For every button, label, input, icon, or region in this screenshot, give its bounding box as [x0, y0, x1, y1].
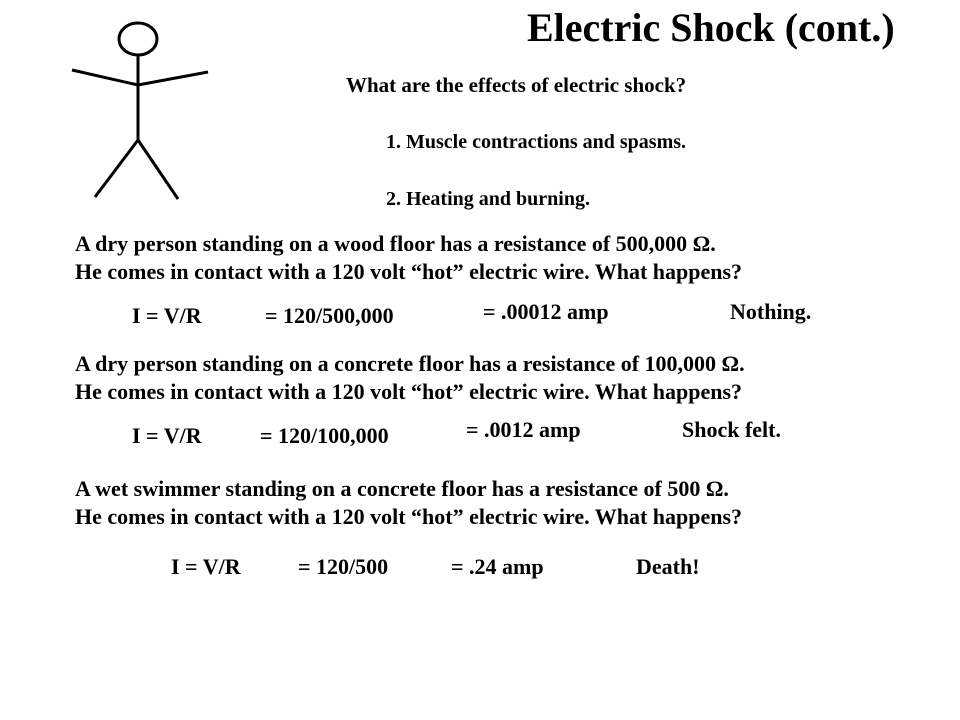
scenario-3-outcome: Death!: [636, 554, 700, 579]
scenario-3-substitution: = 120/500: [298, 554, 389, 579]
scenario-1-substitution: = 120/500,000: [265, 303, 394, 328]
scenario-2-substitution: = 120/100,000: [260, 423, 389, 448]
question-text: What are the effects of electric shock?: [346, 73, 687, 97]
scenario-2-line-1: A dry person standing on a concrete floor has a resistance of 100,000 Ω.: [75, 351, 745, 376]
scenario-2-result: = .0012 amp: [466, 417, 581, 442]
scenario-3-formula: I = V/R: [171, 554, 241, 579]
page-title: Electric Shock (cont.): [527, 5, 895, 50]
scenario-1-text: [75, 230, 742, 286]
effect-item-1: 1. Muscle contractions and spasms.: [386, 131, 687, 153]
scenario-1-result: = .00012 amp: [483, 299, 609, 324]
scenario-2-outcome: Shock felt.: [682, 417, 781, 442]
effect-item-2: 2. Heating and burning.: [386, 188, 590, 210]
scenario-2-formula: I = V/R: [132, 423, 202, 448]
scenario-3-result: = .24 amp: [451, 554, 544, 579]
scenario-2-line-2: He comes in contact with a 120 volt “hot” electric wire. What happens?: [75, 379, 743, 404]
scenario-3-line-2: He comes in contact with a 120 volt “hot” electric wire. What happens?: [75, 504, 743, 529]
scenario-3-line-1: A wet swimmer standing on a concrete floor has a resistance of 500 Ω.: [75, 476, 729, 501]
scenario-1-outcome: Nothing.: [730, 299, 812, 324]
scenario-1-line-2: He comes in contact with a 120 volt “hot” electric wire. What happens?: [75, 259, 743, 284]
scenario-1-line-1: A dry person standing on a wood floor has a resistance of 500,000 Ω.: [75, 231, 716, 256]
stick-figure-icon: [60, 15, 220, 205]
scenario-1-formula: I = V/R: [132, 303, 202, 328]
scenario-3-text: [75, 475, 742, 531]
scenario-2-text: [75, 350, 745, 406]
